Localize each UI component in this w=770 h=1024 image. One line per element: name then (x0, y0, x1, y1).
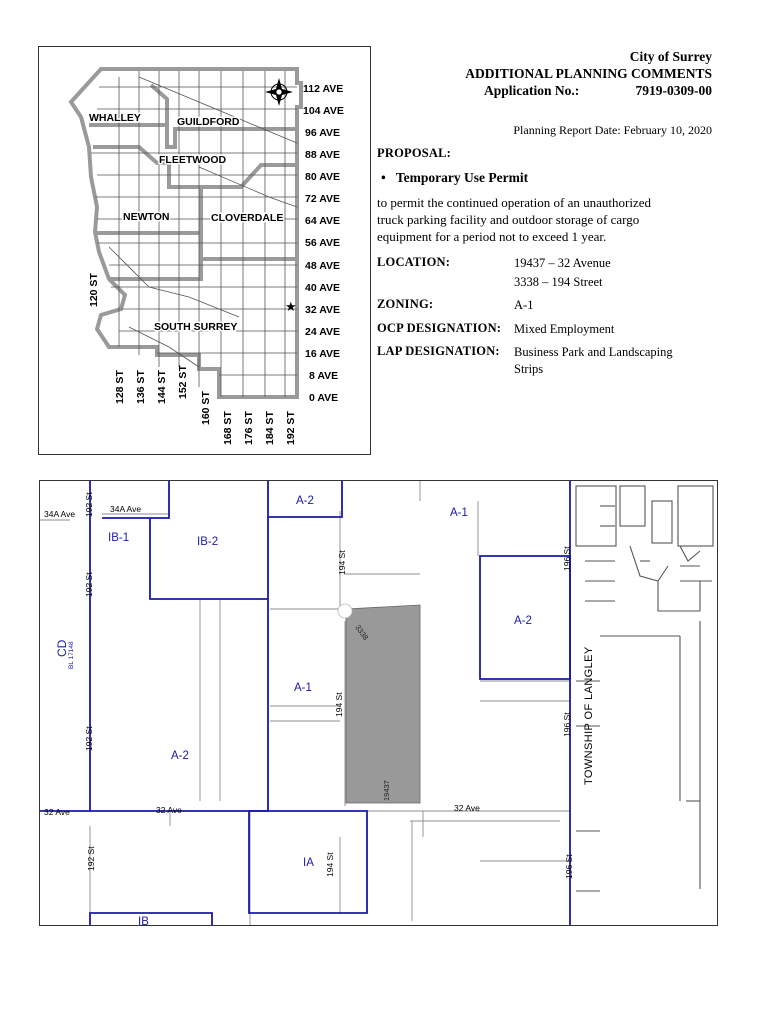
street-label: 152 ST (177, 365, 189, 399)
avenue-label: 80 AVE (305, 171, 341, 183)
street-label: 32 Ave (156, 805, 182, 815)
district-label-newton: NEWTON (123, 211, 170, 223)
street-label: 194 St (325, 852, 335, 877)
street-label: 196 St (562, 546, 572, 571)
zone-label: A-2 (171, 750, 189, 762)
zoning-map-svg (40, 481, 718, 926)
avenue-label: 112 AVE (303, 83, 344, 95)
proposal-bullet (381, 169, 528, 186)
township-label: TOWNSHIP OF LANGLEY (583, 646, 595, 785)
street-label: 32 Ave (44, 807, 70, 817)
street-label: 194 St (334, 692, 344, 717)
zone-label: A-2 (296, 495, 314, 507)
district-label-cloverdale: CLOVERDALE (211, 212, 284, 224)
proposal-desc-line: equipment for a period not to exceed 1 year. (377, 229, 607, 244)
cd-bylaw-label: BL 17148 (68, 641, 75, 669)
street-label: 120 ST (88, 273, 100, 307)
zone-label: IB-1 (108, 532, 130, 544)
street-label: 128 ST (114, 370, 126, 404)
document-title: ADDITIONAL PLANNING COMMENTS (465, 66, 712, 81)
street-label: 194 St (337, 550, 347, 575)
avenue-label: 104 AVE (303, 105, 344, 117)
site-star-icon: ★ (285, 299, 297, 314)
district-label-guildford: GUILDFORD (177, 116, 240, 128)
bullet-icon: • (381, 170, 386, 185)
lap-line: Strips (514, 362, 544, 376)
avenue-label: 48 AVE (305, 260, 341, 272)
avenue-labels (303, 83, 344, 404)
application-number: 7919-0309-00 (635, 83, 712, 98)
street-label: 192 ST (285, 411, 297, 445)
proposal-description (377, 194, 651, 245)
district-label-whalley: WHALLEY (89, 112, 141, 124)
street-label: 136 ST (135, 370, 147, 404)
key-map-svg (39, 47, 371, 455)
street-label: 192 St (84, 572, 94, 597)
zoning-label: ZONING: (377, 297, 434, 311)
application-label: Application No.: (484, 83, 580, 98)
address-label: 19437 (382, 780, 391, 801)
street-label: 184 ST (264, 411, 276, 445)
key-map (38, 46, 371, 455)
street-label: 192 St (86, 846, 96, 871)
avenue-label: 64 AVE (305, 215, 341, 227)
avenue-label: 56 AVE (305, 237, 341, 249)
zone-label: A-2 (514, 615, 532, 627)
ocp-label: OCP DESIGNATION: (377, 321, 502, 335)
avenue-label: 72 AVE (305, 193, 341, 205)
compass-icon (265, 78, 293, 106)
lap-value (514, 344, 673, 378)
zone-label: IB-2 (197, 536, 219, 548)
avenue-label: 8 AVE (309, 370, 339, 382)
zoning-value: A-1 (514, 298, 534, 312)
lap-label: LAP DESIGNATION: (377, 344, 500, 358)
street-label: 196 St (562, 712, 572, 737)
zone-labels (55, 495, 532, 926)
street-label: 168 ST (222, 411, 234, 445)
report-date: Planning Report Date: February 10, 2020 (513, 123, 712, 137)
street-label: 144 ST (156, 370, 168, 404)
street-label: 32 Ave (454, 803, 480, 813)
langley-lots (576, 486, 713, 891)
district-label-south-surrey: SOUTH SURREY (154, 321, 238, 333)
proposal-desc-line: to permit the continued operation of an unauthorized (377, 195, 651, 210)
zone-label: CD (55, 639, 69, 657)
zone-label: IA (303, 857, 314, 869)
location-line: 3338 – 194 Street (514, 275, 603, 289)
street-label: 192 St (84, 726, 94, 751)
avenue-label: 96 AVE (305, 127, 341, 139)
location-label: LOCATION: (377, 255, 451, 269)
avenue-label: 0 AVE (309, 392, 339, 404)
proposal-type: Temporary Use Permit (395, 170, 529, 185)
street-label: 196 St (564, 854, 574, 879)
street-label: 34A Ave (44, 509, 76, 519)
zone-label: IB (138, 916, 149, 926)
street-label: 176 ST (243, 411, 255, 445)
subject-property (346, 605, 420, 803)
location-line: 19437 – 32 Avenue (514, 256, 611, 270)
avenue-label: 88 AVE (305, 149, 341, 161)
zone-label: A-1 (450, 507, 468, 519)
lap-line: Business Park and Landscaping (514, 345, 673, 359)
road-terminus (338, 604, 352, 618)
avenue-label: 24 AVE (305, 326, 341, 338)
zone-label: A-1 (294, 682, 312, 694)
street-label: 160 ST (200, 391, 212, 425)
district-label-fleetwood: FLEETWOOD (159, 154, 227, 166)
location-value (514, 255, 611, 291)
city-name: City of Surrey (629, 49, 712, 64)
address-label: 3338 (353, 622, 371, 642)
zoning-map (39, 480, 718, 926)
proposal-label: PROPOSAL: (377, 146, 452, 160)
avenue-label: 16 AVE (305, 348, 341, 360)
avenue-label: 40 AVE (305, 282, 341, 294)
avenue-label: 32 AVE (305, 304, 341, 316)
street-label: 34A Ave (110, 504, 142, 514)
proposal-desc-line: truck parking facility and outdoor storage of cargo (377, 212, 640, 227)
ocp-value: Mixed Employment (514, 322, 615, 336)
street-label: 192 St (84, 492, 94, 517)
